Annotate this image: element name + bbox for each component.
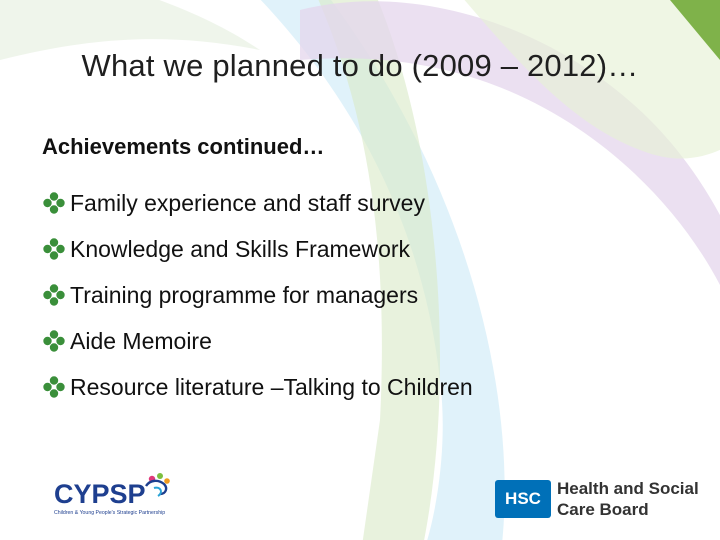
cypsp-figures-icon [146,473,170,496]
bullet-text: Training programme for managers [70,281,419,308]
hsc-logo [495,476,699,522]
hsc-name [557,478,699,520]
bullet-item [42,180,473,226]
bullet-item [42,226,473,272]
diamond-clover-bullet-icon [42,191,70,215]
bullet-text: Resource literature –Talking to Children [70,373,473,400]
diamond-clover-bullet-icon [42,329,70,353]
bullet-item [42,364,473,410]
bullet-text: Family experience and staff survey [70,189,425,216]
slide-title: What we planned to do (2009 – 2012)… [81,48,639,83]
diamond-clover-bullet-icon [42,283,70,307]
cypsp-tagline: Children & Young People's Strategic Partnership [54,510,166,516]
hsc-name-line2: Care Board [557,500,649,519]
bullet-item [42,318,473,364]
diamond-clover-bullet-icon [42,375,70,399]
hsc-badge-text: HSC [505,489,541,508]
diamond-clover-bullet-icon [42,237,70,261]
bullet-text: Aide Memoire [70,327,212,354]
hsc-badge [495,480,551,518]
bullet-item [42,272,473,318]
bullet-text: Knowledge and Skills Framework [70,235,411,262]
cypsp-logo [54,470,184,520]
bullet-list [42,180,473,410]
hsc-name-line1: Health and Social [557,479,699,498]
slide-subtitle: Achievements continued… [42,134,325,159]
cypsp-logo-text: CYPSP [54,479,146,509]
